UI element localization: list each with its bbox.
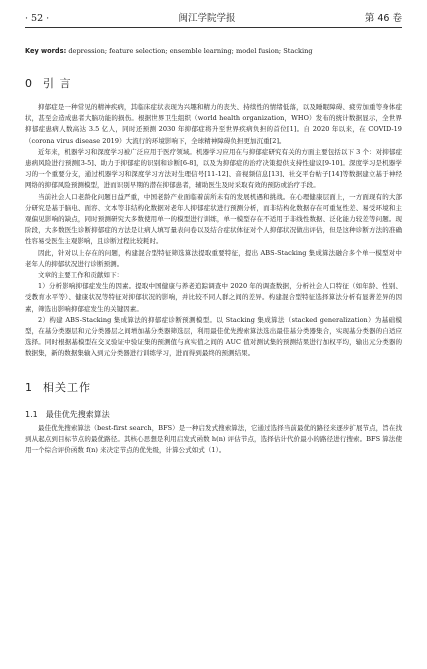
subsection-title: 最佳优先搜索算法 <box>45 409 110 419</box>
page-header <box>25 10 402 28</box>
keywords-text: depression; feature selection; ensemble learning; model fusion; Stacking <box>68 47 313 55</box>
section-title: 引 言 <box>43 77 72 90</box>
paragraph: 当前社会人口老龄化问题日益严重，中国老龄产业面临着前所未有的发展机遇和挑战。在心理健康层面上，一方面现有的大部分研究是基于脑电、面容、文本等非结构化数据对老年人抑郁症状进行预测分析，而非结构化数据存在可重复性差、易受环境和主观偏见影响的缺点，同时预测研究大多数使用单一的模型进行训练，单一模型存在不适用于非线性数据、泛化能力较差等问题。现阶段，大多数医生诊断抑郁症的方法是让病人填写量表问卷以及结合症状体征对个人抑郁状况做出评估，但是这种诊断方法的准确性容易受医生主观影响，且诊断过程比较耗时。 <box>25 192 402 246</box>
section-number: 0 <box>25 77 33 90</box>
paragraph: 最佳优先搜索算法（best-first search，BFS）是一种启发式搜索算法，它通过选择当前最优的路径来逐步扩展节点，旨在找到从起点到目标节点的最优路径。其核心思想是利用启发式函数 h(n) 评估节点，选择估计代价最小的路径进行搜索。BFS 算法使用一个综合评价函数 f(n) 来决定节点的优先级，计算公式如式（1）。 <box>25 423 402 455</box>
section-heading-related-work <box>25 379 402 395</box>
subsection-heading-bfs <box>25 409 402 420</box>
subsection-number: 1.1 <box>25 409 38 419</box>
section-heading-introduction <box>25 75 402 91</box>
paragraph: 近年来，机器学习和深度学习被广泛应用于医疗领域。机器学习应用在与抑郁症研究有关的方面主要包括以下 3 个：对抑郁症患病风险进行预测[3-5]、助力于抑郁症的识别和诊断[6-8]，以及为抑郁症的治疗决策提供支持性建议[9-10]。深度学习是机器学习的一个重要分支，通过机器学习和深度学习方法对生理信号[11-12]、音视频信息[13]、社交平台帖子[14]等数据建立基于神经网络的抑郁风险预测模型，进而识别早期的潜在抑郁患者，辅助医生及时采取有效的预防或治疗手段。 <box>25 147 402 190</box>
paragraph: 1）分析影响抑郁症发生的因素。提取中国健康与养老追踪调查中 2020 年的调查数据，分析社会人口特征（如年龄、性别、受教育水平等）、健康状况等特征对抑郁状况的影响，并比较不同人群之间的差异。构建混合型特征选择算法分析有显著差异的因素，筛选出影响抑郁症发生的关键因素。 <box>25 282 402 313</box>
section-number: 1 <box>25 380 33 394</box>
paragraph: 2）构建 ABS-Stacking 集成算法的抑郁症诊断预测模型。以 Stacking 集成算法（stacked generalization）为基础模型，在基分类器层和元分类器层之间增加基分类器筛选层，利用最佳优先搜索算法选出最佳基分类器集合，实现基分类器的自适应选择。同时根据基模型在交叉验证中验证集的预测值与真实值之间的 AUC 值对测试集的预测结果进行加权平均，输出元分类器的数据集，新的数据集输入到元分类器进行训练学习，进而得到最终的预测结果。 <box>25 315 402 358</box>
page-number: · 52 · <box>25 13 50 24</box>
journal-name: 闽江学院学报 <box>178 13 236 24</box>
paragraph: 文章的主要工作和贡献如下： <box>38 271 124 280</box>
paragraph: 因此，针对以上存在的问题，构建混合型特征筛选算法提取重要特征，提出 ABS-Stacking 集成算法融合多个单一模型对中老年人的抑郁状况进行诊断预测。 <box>25 248 402 268</box>
paragraph: 抑郁症是一种常见的精神疾病，其临床症状表现为兴趣和精力的丧失、持续性的情绪低落，以及睡眠障碍、疲劳加重等身体症状，甚至会造成患者大脑功能的损伤。根据世界卫生组织（world health organization，WHO）发布的统计数据显示，全世界抑郁症患病人数高达 3.5 亿人，同时还预测 2030 年抑郁症将升至世界疾病负担的首位[1]。自 2020 年以来，在 COVID-19（corona virus disease 2019）大流行的环境影响下，全球精神障碍负担更加沉重[2]。 <box>25 103 402 145</box>
keywords <box>25 46 402 56</box>
volume-number: 第 46 卷 <box>364 13 402 24</box>
keywords-label: Key words: <box>25 47 67 55</box>
section-title: 相关工作 <box>43 380 91 394</box>
